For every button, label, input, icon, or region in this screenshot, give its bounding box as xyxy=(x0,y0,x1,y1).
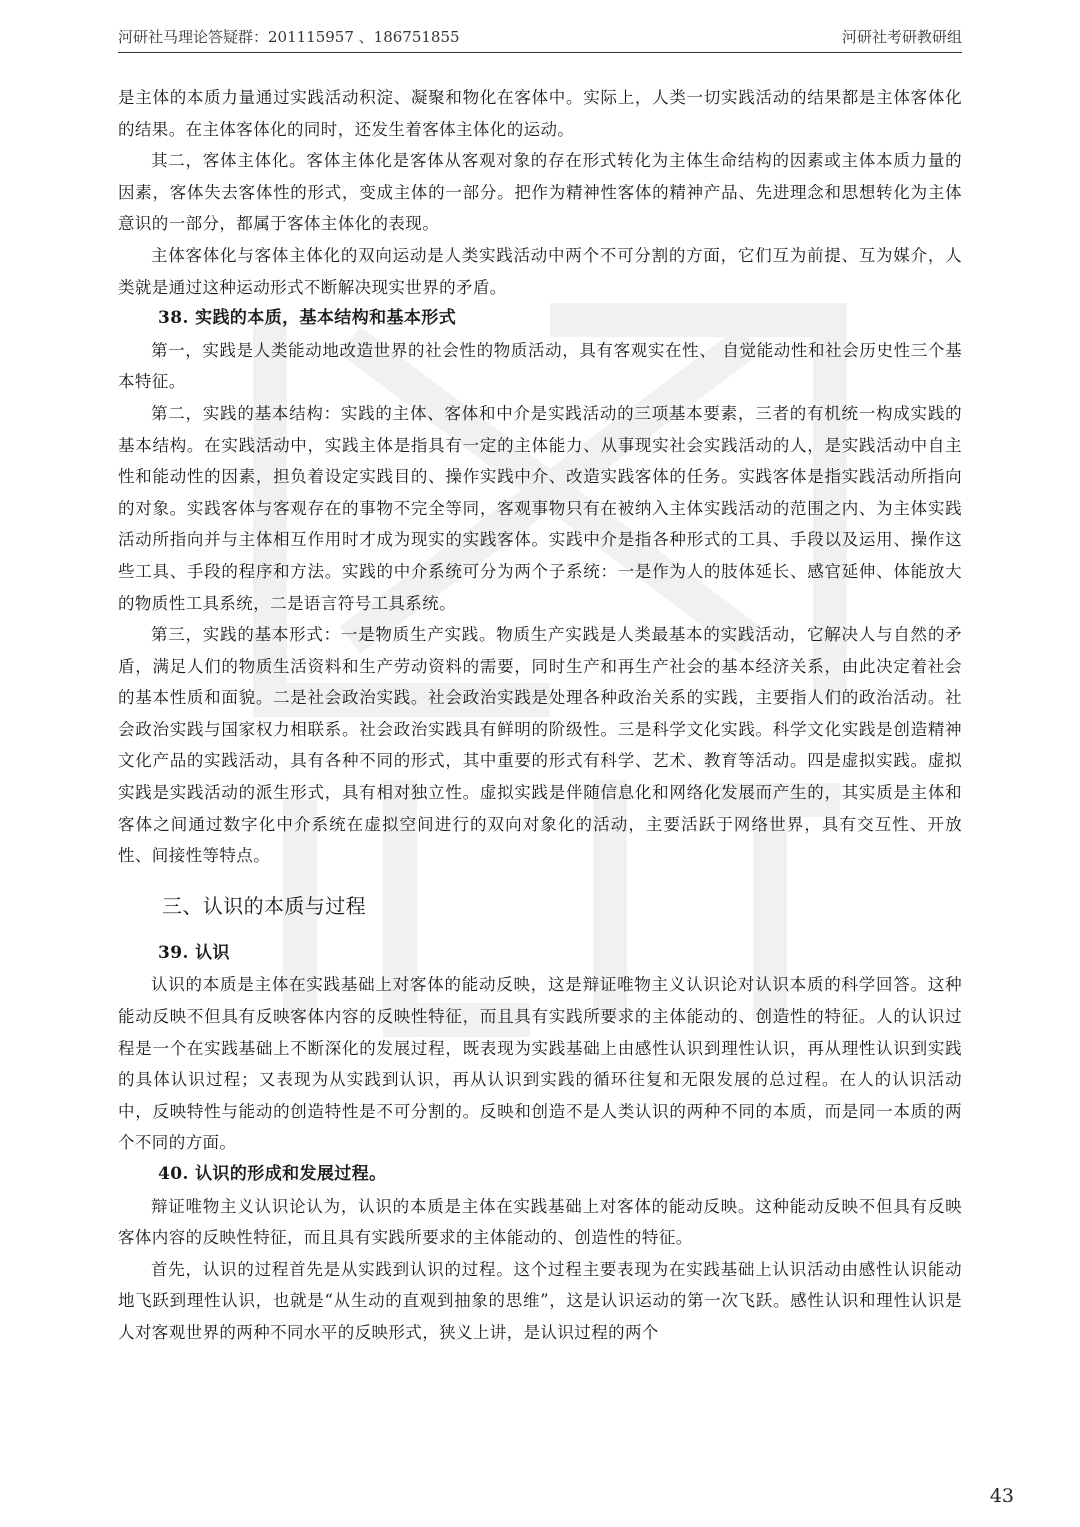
paragraph: 第三，实践的基本形式：一是物质生产实践。物质生产实践是人类最基本的实践活动，它解决人与自然的矛盾，满足人们的物质生活资料和生产劳动资料的需要，同时生产和再生产社会的基本经济关系，由此决定着社会的基本性质和面貌。二是社会政治实践。社会政治实践是处理各种政治关系的实践，主要指人们的政治活动。社会政治实践与国家权力相联系。社会政治实践具有鲜明的阶级性。三是科学文化实践。科学文化实践是创造精神文化产品的实践活动，具有各种不同的形式，其中重要的形式有科学、艺术、教育等活动。四是虚拟实践。虚拟实践是实践活动的派生形式，具有相对独立性。虚拟实践是伴随信息化和网络化发展而产生的，其实质是主体和客体之间通过数字化中介系统在虚拟空间进行的双向对象化的活动，主要活跃于网络世界，具有交互性、开放性、间接性等特点。 xyxy=(118,625,962,866)
page-header xyxy=(118,22,962,53)
paragraph: 主体客体化与客体主体化的双向运动是人类实践活动中两个不可分割的方面，它们互为前提、互为媒介，人类就是通过这种运动形式不断解决现实世界的矛盾。 xyxy=(118,245,962,297)
item-heading: 38. 实践的本质，基本结构和基本形式 xyxy=(158,308,457,329)
paragraph: 是主体的本质力量通过实践活动积淀、凝聚和物化在客体中。实际上，人类一切实践活动的结果都是主体客体化的结果。在主体客体化的同时，还发生着客体主体化的运动。 xyxy=(118,88,962,139)
section-title: 三、认识的本质与过程 xyxy=(162,893,366,918)
paragraph: 第一，实践是人类能动地改造世界的社会性的物质活动，具有客观实在性、 自觉能动性和社会历史性三个基本特征。 xyxy=(118,340,962,392)
paragraph: 认识的本质是主体在实践基础上对客体的能动反映，这是辩证唯物主义认识论对认识本质的科学回答。这种能动反映不但具有反映客体内容的反映性特征，而且具有实践所要求的主体能动的、创造性的特征。人的认识过程是一个在实践基础上不断深化的发展过程，既表现为实践基础上由感性认识到理性认识，再从理性认识到实践的具体认识过程；又表现为从实践到认识，再从认识到实践的循环往复和无限发展的总过程。在人的认识活动中，反映特性与能动的创造特性是不可分割的。反映和创造不是人类认识的两种不同的本质，而是同一本质的两个不同的方面。 xyxy=(118,975,962,1153)
item-heading: 39. 认识 xyxy=(158,942,230,963)
paragraph: 辩证唯物主义认识论认为，认识的本质是主体在实践基础上对客体的能动反映。这种能动反映不但具有反映客体内容的反映性特征，而且具有实践所要求的主体能动的、创造性的特征。 xyxy=(118,1196,962,1248)
paragraph: 其二，客体主体化。客体主体化是客体从客观对象的存在形式转化为主体生命结构的因素或主体本质力量的因素，客体失去客体性的形式，变成主体的一部分。把作为精神性客体的精神产品、先进理念和思想转化为主体意识的一部分，都属于客体主体化的表现。 xyxy=(118,151,962,234)
document-body xyxy=(118,82,962,1349)
header-left-text: 河研社马理论答疑群：201115957 、186751855 xyxy=(118,28,460,46)
item-heading: 40. 认识的形成和发展过程。 xyxy=(158,1164,387,1184)
paragraph: 首先，认识的过程首先是从实践到认识的过程。这个过程主要表现为在实践基础上认识活动由感性认识能动地飞跃到理性认识，也就是“从生动的直观到抽象的思维”，这是认识运动的第一次飞跃。感性认识和理性认识是人对客观世界的两种不同水平的反映形式，狭义上讲，是认识过程的两个 xyxy=(118,1259,962,1342)
page-number: 43 xyxy=(989,1485,1014,1507)
paragraph: 第二，实践的基本结构：实践的主体、客体和中介是实践活动的三项基本要素，三者的有机统一构成实践的基本结构。在实践活动中，实践主体是指具有一定的主体能力、从事现实社会实践活动的人，是实践活动中自主性和能动性的因素，担负着设定实践目的、操作实践中介、改造实践客体的任务。实践客体是指实践活动所指向的对象。实践客体与客观存在的事物不完全等同，客观事物只有在被纳入主体实践活动的范围之内、为主体实践活动所指向并与主体相互作用时才成为现实的实践客体。实践中介是指各种形式的工具、手段以及运用、操作这些工具、手段的程序和方法。实践的中介系统可分为两个子系统：一是作为人的肢体延长、感官延伸、体能放大的物质性工具系统，二是语言符号工具系统。 xyxy=(118,403,962,613)
header-right-text: 河研社考研教研组 xyxy=(841,28,962,46)
